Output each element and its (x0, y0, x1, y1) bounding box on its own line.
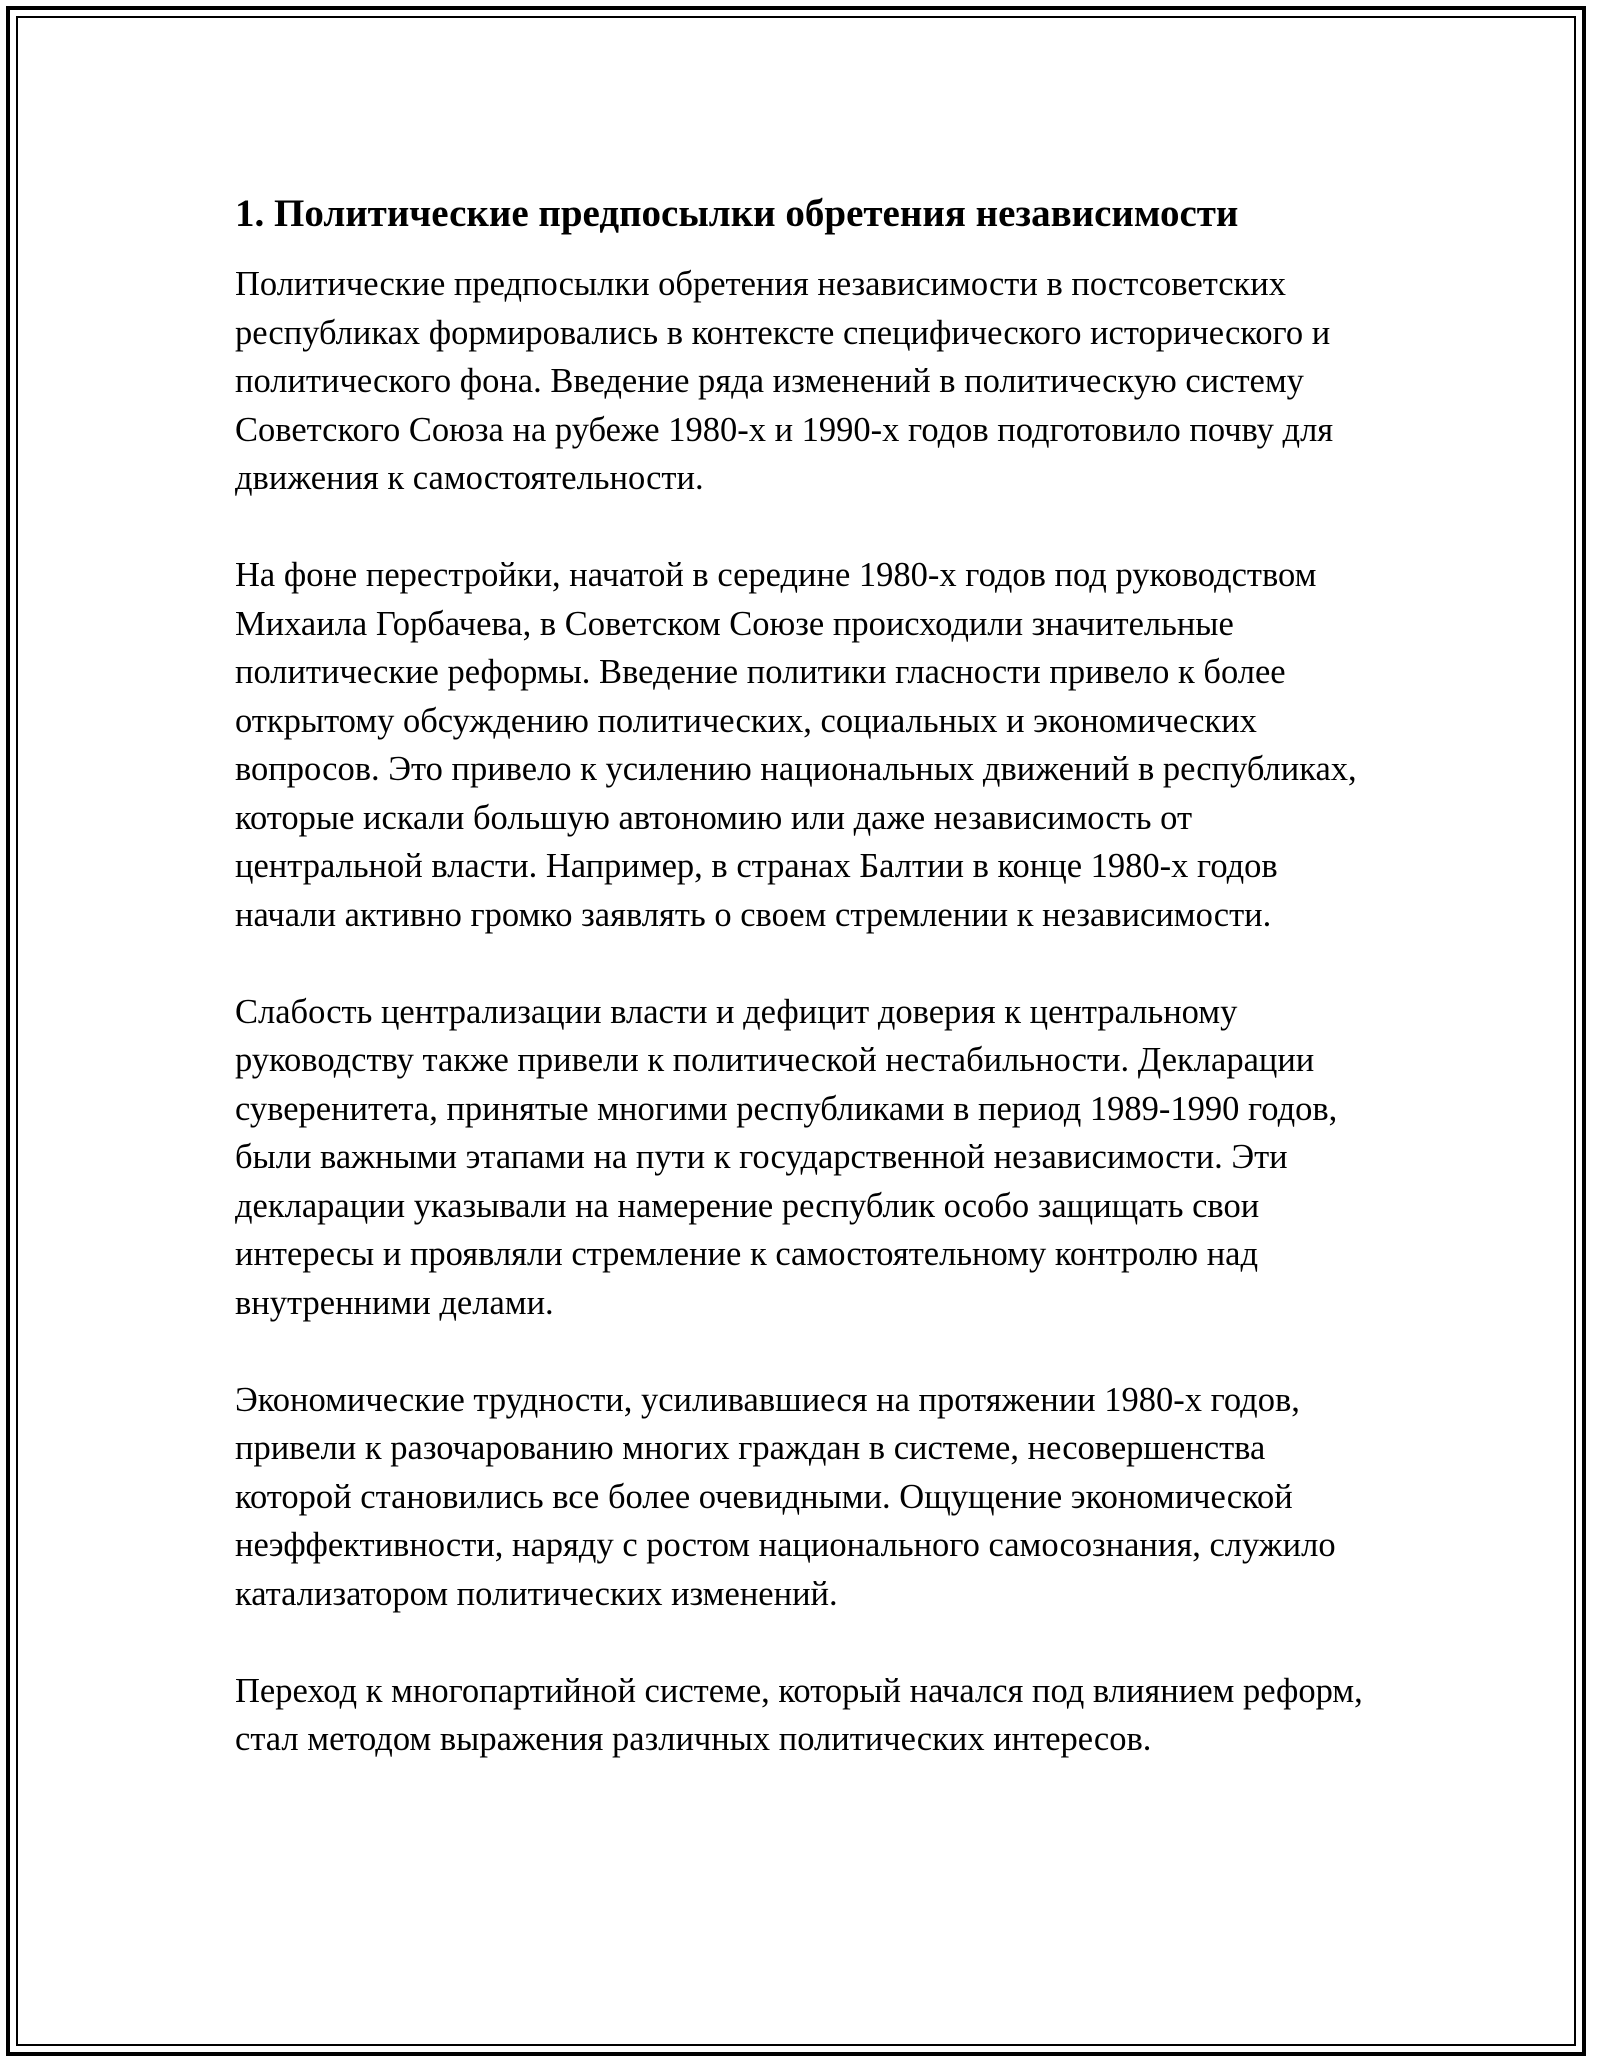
paragraph-5: Переход к многопартийной системе, который начался под влиянием реформ, стал методом выражения различных политических интересов. (235, 1671, 1363, 1758)
paragraph-4: Экономические трудности, усиливавшиеся на протяжении 1980-х годов, привели к разочарованию многих граждан в системе, несовершенства которой становились все более очевидными. Ощущение экономической неэффективности, наряду с ростом национального самосознания, служило катализатором политических изменений. (235, 1380, 1336, 1613)
paragraph-2: На фоне перестройки, начатой в середине 1980-х годов под руководством Михаила Горбачева, в Советском Союзе происходили значительные политические реформы. Введение политики гласности привело к более открытому обсуждению политических, социальных и экономических вопросов. Это привело к усилению национальных движений в республиках, которые искали большую автономию или даже независимость от центральной власти. Например, в странах Балтии в конце 1980-х годов начали активно громко заявлять о своем стремлении к независимости. (235, 556, 1357, 934)
document-title: 1. Политические предпосылки обретения независимости (235, 192, 1239, 235)
paragraph-3: Слабость централизации власти и дефицит доверия к центральному руководству также привели к политической нестабильности. Декларации суверенитета, принятые многими республиками в период 1989-1990 годов, были важными этапами на пути к государственной независимости. Эти декларации указывали на намерение республик особо защищать свои интересы и проявляли стремление к самостоятельному контролю над внутренними делами. (235, 992, 1338, 1322)
paragraph-1: Политические предпосылки обретения независимости в постсоветских республиках формировались в контексте специфического исторического и политического фона. Введение ряда изменений в политическую систему Советского Союза на рубеже 1980-х и 1990-х годов подготовило почву для движения к самостоятельности. (235, 265, 1334, 497)
document-body (235, 186, 1375, 1812)
